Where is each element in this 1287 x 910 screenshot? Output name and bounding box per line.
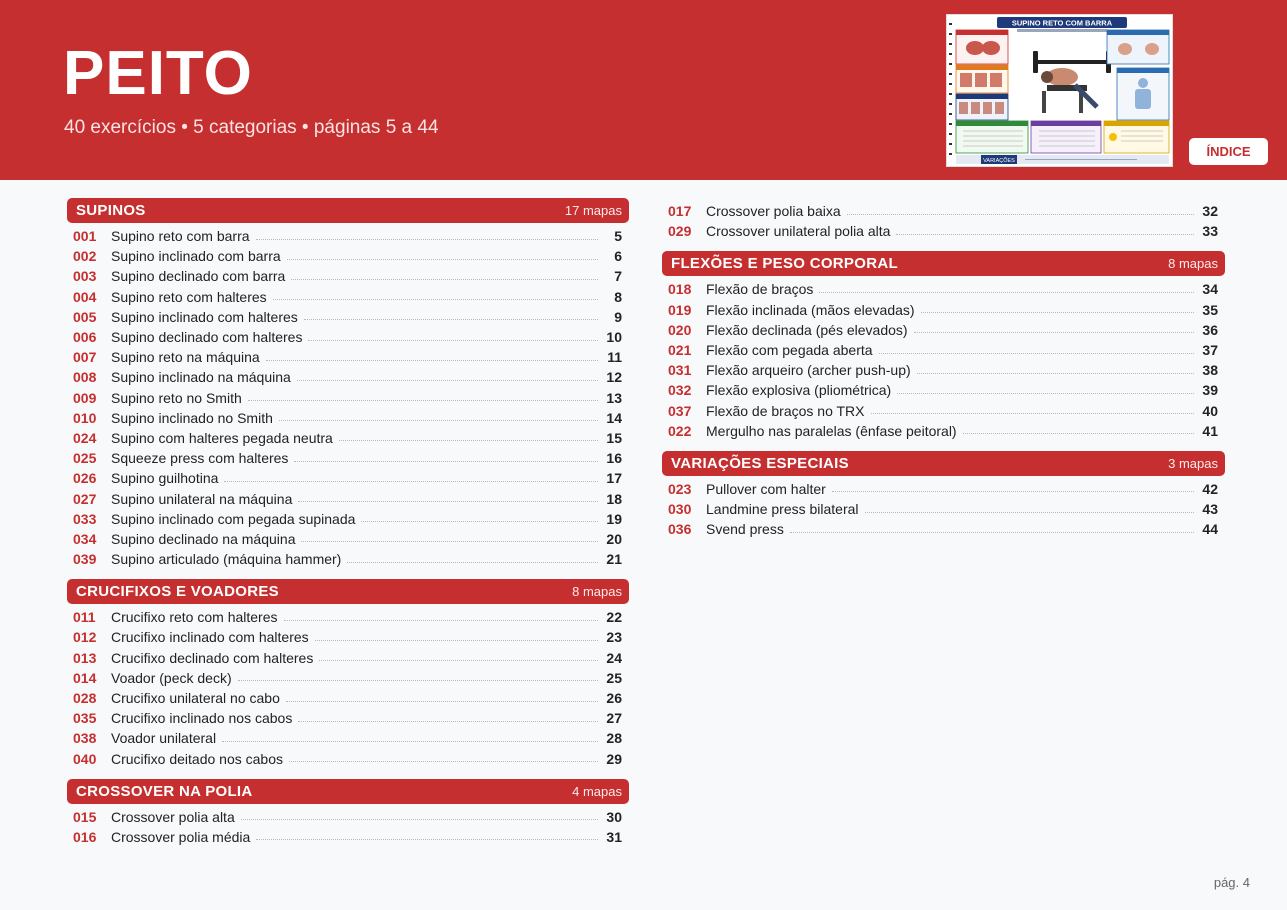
- exercise-name: Flexão de braços no TRX: [706, 402, 865, 419]
- exercise-number: 016: [73, 828, 97, 845]
- dot-leader: [273, 299, 598, 300]
- page-number-ref: 25: [606, 669, 622, 686]
- exercise-number: 024: [73, 429, 97, 446]
- toc-entry[interactable]: [67, 509, 629, 529]
- dot-leader: [963, 433, 1194, 434]
- page-number-ref: 8: [614, 288, 622, 305]
- exercise-name: Crucifixo deitado nos cabos: [111, 750, 283, 767]
- exercise-name: Supino inclinado com halteres: [111, 308, 298, 325]
- exercise-name: Svend press: [706, 521, 784, 538]
- exercise-number: 009: [73, 389, 97, 406]
- exercise-number: 032: [668, 382, 692, 399]
- toc-entry[interactable]: [67, 246, 629, 266]
- category-count: 8 mapas: [1168, 256, 1218, 272]
- page-number-ref: 16: [606, 450, 622, 467]
- dot-leader: [832, 491, 1194, 492]
- page-number-ref: 27: [606, 710, 622, 727]
- dot-leader: [847, 214, 1194, 215]
- page-number-ref: 37: [1202, 342, 1218, 359]
- exercise-name: Flexão arqueiro (archer push-up): [706, 362, 911, 379]
- dot-leader: [222, 741, 598, 742]
- category-section: [662, 451, 1225, 540]
- category-count: 8 mapas: [572, 584, 622, 600]
- category-count: 3 mapas: [1168, 455, 1218, 471]
- exercise-name: Crucifixo inclinado com halteres: [111, 629, 309, 646]
- exercise-number: 040: [73, 750, 97, 767]
- exercise-number: 038: [73, 730, 97, 747]
- page-number: pág. 4: [1213, 875, 1250, 890]
- page-number-ref: 40: [1202, 402, 1218, 419]
- exercise-name: Flexão inclinada (mãos elevadas): [706, 301, 915, 318]
- toc-entry[interactable]: [67, 827, 629, 847]
- toc-entry[interactable]: [67, 226, 629, 246]
- exercise-number: 022: [668, 422, 692, 439]
- exercise-number: 035: [73, 710, 97, 727]
- dot-leader: [298, 501, 598, 502]
- category-title: CRUCIFIXOS E VOADORES: [76, 583, 279, 601]
- exercise-name: Voador unilateral: [111, 730, 217, 747]
- page-number-ref: 33: [1202, 223, 1218, 240]
- toc-entry[interactable]: [67, 367, 629, 387]
- toc-right-column: [662, 198, 1225, 549]
- thumbnail-illustration: [947, 15, 1173, 167]
- page-number-ref: 35: [1202, 301, 1218, 318]
- dot-leader: [865, 512, 1194, 513]
- dot-leader: [297, 380, 598, 381]
- toc-entry[interactable]: [67, 529, 629, 549]
- dot-leader: [361, 521, 598, 522]
- exercise-number: 026: [73, 470, 97, 487]
- dot-leader: [241, 819, 598, 820]
- dot-leader: [289, 761, 598, 762]
- exercise-name: Pullover com halter: [706, 480, 826, 497]
- page-number-ref: 31: [606, 828, 622, 845]
- exercise-number: 027: [73, 490, 97, 507]
- exercise-number: 034: [73, 530, 97, 547]
- category-section: [662, 251, 1225, 441]
- toc-entry[interactable]: [67, 488, 629, 508]
- toc-entry[interactable]: [662, 401, 1225, 421]
- toc-entry[interactable]: [67, 266, 629, 286]
- exercise-name: Supino declinado na máquina: [111, 530, 296, 547]
- exercise-number: 033: [73, 510, 97, 527]
- page-number-ref: 23: [606, 629, 622, 646]
- page-number-ref: 18: [606, 490, 622, 507]
- dot-leader: [291, 279, 598, 280]
- category-header[interactable]: [662, 451, 1225, 476]
- exercise-number: 039: [73, 551, 97, 568]
- toc-entry[interactable]: [67, 708, 629, 728]
- page-number-ref: 43: [1202, 501, 1218, 518]
- dot-leader: [286, 701, 598, 702]
- toc-entry[interactable]: [67, 448, 629, 468]
- exercise-number: 002: [73, 248, 97, 265]
- page-number-ref: 20: [606, 530, 622, 547]
- category-header[interactable]: [67, 579, 629, 604]
- exercise-name: Crucifixo declinado com halteres: [111, 649, 314, 666]
- dot-leader: [301, 541, 598, 542]
- toc-entry[interactable]: [662, 479, 1225, 499]
- exercise-name: Supino unilateral na máquina: [111, 490, 293, 507]
- dot-leader: [339, 440, 598, 441]
- toc-entry[interactable]: [67, 749, 629, 769]
- exercise-number: 021: [668, 342, 692, 359]
- page-number-ref: 13: [606, 389, 622, 406]
- exercise-number: 015: [73, 808, 97, 825]
- toc-entry[interactable]: [662, 221, 1225, 241]
- dot-leader: [298, 721, 598, 722]
- page-number-ref: 22: [606, 609, 622, 626]
- dot-leader: [304, 319, 598, 320]
- exercise-name: Supino articulado (máquina hammer): [111, 551, 342, 568]
- toc-entry[interactable]: [662, 300, 1225, 320]
- exercise-name: Landmine press bilateral: [706, 501, 859, 518]
- dot-leader: [315, 640, 598, 641]
- page-number-ref: 30: [606, 808, 622, 825]
- dot-leader: [248, 400, 598, 401]
- exercise-number: 031: [668, 362, 692, 379]
- toc-entry[interactable]: [67, 287, 629, 307]
- category-header[interactable]: [67, 198, 629, 223]
- toc-entry[interactable]: [67, 728, 629, 748]
- exercise-number: 023: [668, 480, 692, 497]
- toc-entry[interactable]: [67, 607, 629, 627]
- toc-entry[interactable]: [662, 421, 1225, 441]
- page-title: PEITO: [63, 39, 253, 108]
- exercise-number: 003: [73, 268, 97, 285]
- toc-entry[interactable]: [67, 408, 629, 428]
- exercise-name: Supino declinado com barra: [111, 268, 286, 285]
- category-title: SUPINOS: [76, 202, 146, 219]
- page-number-ref: 12: [606, 369, 622, 386]
- exercise-name: Supino inclinado com barra: [111, 248, 281, 265]
- exercise-name: Crucifixo inclinado nos cabos: [111, 710, 293, 727]
- category-continuation: [662, 201, 1225, 241]
- page-number-ref: 19: [606, 510, 622, 527]
- exercise-name: Crossover polia baixa: [706, 203, 841, 220]
- exercise-number: 006: [73, 329, 97, 346]
- page-number-ref: 6: [614, 248, 622, 265]
- page-number-ref: 39: [1202, 382, 1218, 399]
- category-count: 17 mapas: [564, 203, 622, 218]
- category-section: [67, 779, 629, 847]
- exercise-number: 001: [73, 228, 97, 245]
- category-count: 4 mapas: [572, 783, 622, 799]
- page-number-ref: 38: [1202, 362, 1218, 379]
- dot-leader: [279, 420, 598, 421]
- exercise-number: 028: [73, 690, 97, 707]
- exercise-name: Mergulho nas paralelas (ênfase peitoral): [706, 422, 957, 439]
- page-number-ref: 32: [1202, 203, 1218, 220]
- dot-leader: [914, 332, 1194, 333]
- toc-entry[interactable]: [67, 327, 629, 347]
- toc-entry[interactable]: [662, 340, 1225, 360]
- toc-entry[interactable]: [662, 499, 1225, 519]
- page-subtitle: 40 exercícios • 5 categorias • páginas 5 a 44: [64, 117, 439, 138]
- dot-leader: [347, 562, 598, 563]
- toc-entry[interactable]: [662, 279, 1225, 299]
- exercise-name: Crossover polia alta: [111, 808, 235, 825]
- page-number-ref: 36: [1202, 321, 1218, 338]
- dot-leader: [224, 481, 598, 482]
- toc-entry[interactable]: [67, 688, 629, 708]
- exercise-number: 008: [73, 369, 97, 386]
- exercise-name: Supino reto na máquina: [111, 349, 260, 366]
- exercise-name: Squeeze press com halteres: [111, 450, 289, 467]
- page-number-ref: 21: [606, 551, 622, 568]
- dot-leader: [319, 660, 598, 661]
- toc-entry[interactable]: [67, 307, 629, 327]
- dot-leader: [819, 292, 1194, 293]
- dot-leader: [284, 620, 598, 621]
- category-section: [67, 198, 629, 569]
- exercise-number: 013: [73, 649, 97, 666]
- toc-entry[interactable]: [67, 807, 629, 827]
- thumbnail-variations-label: VARIAÇÕES: [983, 158, 1015, 164]
- thumbnail-title: SUPINO RETO COM BARRA: [1011, 18, 1113, 28]
- toc-entry[interactable]: [67, 347, 629, 367]
- exercise-name: Flexão com pegada aberta: [706, 342, 873, 359]
- page-number-ref: 28: [606, 730, 622, 747]
- toc-entry[interactable]: [67, 388, 629, 408]
- exercise-number: 030: [668, 501, 692, 518]
- toc-entry[interactable]: [662, 519, 1225, 539]
- exercise-number: 017: [668, 203, 692, 220]
- page-number-ref: 24: [606, 649, 622, 666]
- page-number-ref: 10: [606, 329, 622, 346]
- exercise-number: 025: [73, 450, 97, 467]
- dot-leader: [256, 239, 598, 240]
- index-button[interactable]: ÍNDICE: [1189, 138, 1268, 165]
- toc-entry[interactable]: [67, 668, 629, 688]
- exercise-number: 007: [73, 349, 97, 366]
- dot-leader: [266, 360, 598, 361]
- page-number-ref: 44: [1202, 521, 1218, 538]
- page-number-ref: 42: [1202, 480, 1218, 497]
- category-title: CROSSOVER NA POLIA: [76, 782, 253, 800]
- exercise-name: Supino inclinado no Smith: [111, 409, 273, 426]
- exercise-number: 019: [668, 301, 692, 318]
- exercise-map-thumbnail[interactable]: [946, 14, 1173, 167]
- exercise-name: Flexão explosiva (pliométrica): [706, 382, 892, 399]
- page-number-ref: 5: [614, 228, 622, 245]
- category-header[interactable]: [662, 251, 1225, 276]
- dot-leader: [917, 373, 1194, 374]
- toc-left-column: [67, 198, 629, 857]
- dot-leader: [871, 413, 1195, 414]
- toc-entry[interactable]: [67, 428, 629, 448]
- dot-leader: [897, 393, 1194, 394]
- exercise-name: Flexão declinada (pés elevados): [706, 321, 908, 338]
- toc-entry[interactable]: [662, 380, 1225, 400]
- exercise-name: Supino inclinado com pegada supinada: [111, 510, 356, 527]
- exercise-name: Supino reto com halteres: [111, 288, 267, 305]
- page-number-ref: 14: [606, 409, 622, 426]
- exercise-name: Crossover unilateral polia alta: [706, 223, 891, 240]
- exercise-name: Supino inclinado na máquina: [111, 369, 291, 386]
- exercise-name: Supino reto no Smith: [111, 389, 242, 406]
- page-number-ref: 41: [1202, 422, 1218, 439]
- dot-leader: [921, 312, 1194, 313]
- dot-leader: [790, 532, 1194, 533]
- exercise-name: Supino declinado com halteres: [111, 329, 303, 346]
- exercise-name: Crucifixo reto com halteres: [111, 609, 278, 626]
- page-number-ref: 34: [1202, 281, 1218, 298]
- dot-leader: [287, 259, 598, 260]
- page-number-ref: 29: [606, 750, 622, 767]
- exercise-name: Crossover polia média: [111, 828, 251, 845]
- exercise-number: 020: [668, 321, 692, 338]
- exercise-name: Flexão de braços: [706, 281, 814, 298]
- exercise-name: Supino guilhotina: [111, 470, 219, 487]
- page-number-ref: 11: [607, 349, 622, 366]
- category-title: VARIAÇÕES ESPECIAIS: [671, 454, 849, 472]
- exercise-number: 037: [668, 402, 692, 419]
- page-number-ref: 15: [606, 429, 622, 446]
- page-number-ref: 26: [606, 690, 622, 707]
- exercise-number: 036: [668, 521, 692, 538]
- exercise-number: 010: [73, 409, 97, 426]
- dot-leader: [896, 234, 1194, 235]
- page-header: [0, 0, 1287, 180]
- exercise-number: 012: [73, 629, 97, 646]
- exercise-number: 004: [73, 288, 97, 305]
- exercise-name: Voador (peck deck): [111, 669, 232, 686]
- page-number-ref: 9: [614, 308, 622, 325]
- toc-entry[interactable]: [662, 320, 1225, 340]
- toc-entry[interactable]: [67, 627, 629, 647]
- exercise-name: Supino reto com barra: [111, 228, 250, 245]
- exercise-name: Supino com halteres pegada neutra: [111, 429, 333, 446]
- dot-leader: [308, 340, 598, 341]
- dot-leader: [256, 839, 598, 840]
- toc-entry[interactable]: [67, 648, 629, 668]
- toc-entry[interactable]: [662, 201, 1225, 221]
- exercise-number: 011: [73, 609, 96, 626]
- exercise-number: 014: [73, 669, 97, 686]
- exercise-number: 029: [668, 223, 692, 240]
- toc-entry[interactable]: [662, 360, 1225, 380]
- dot-leader: [294, 461, 598, 462]
- toc-entry[interactable]: [67, 468, 629, 488]
- page-number-ref: 7: [614, 268, 622, 285]
- category-section: [67, 579, 629, 769]
- category-title: FLEXÕES E PESO CORPORAL: [671, 255, 898, 273]
- toc-entry[interactable]: [67, 549, 629, 569]
- dot-leader: [879, 353, 1194, 354]
- dot-leader: [238, 680, 598, 681]
- page-number-ref: 17: [606, 470, 622, 487]
- exercise-number: 018: [668, 281, 692, 298]
- exercise-name: Crucifixo unilateral no cabo: [111, 690, 280, 707]
- category-header[interactable]: [67, 779, 629, 804]
- exercise-number: 005: [73, 308, 97, 325]
